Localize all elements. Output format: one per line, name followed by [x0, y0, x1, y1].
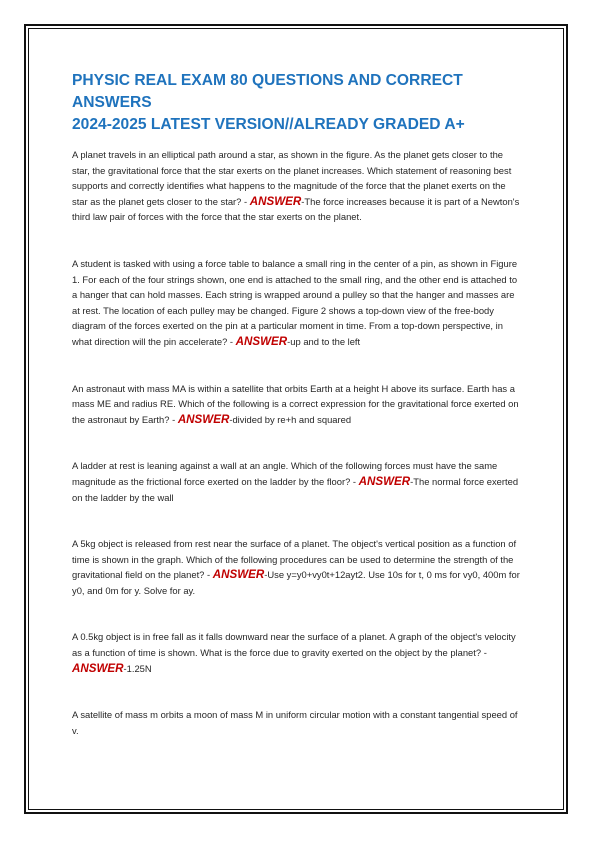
- document-title: [72, 70, 522, 136]
- answer-label: ANSWER: [235, 334, 288, 348]
- answer-text: -The normal force exerted on the ladder by the wall: [72, 475, 519, 503]
- answer-separator: -: [350, 475, 359, 487]
- question-text: A planet travels in an elliptical path around a star, as shown in the figure. As the planet gets closer to the star, the gravitational force that the star exerts on the planet increases. Which statement of reasoning best supports and correctly identifies what happens to the magnitude of the force that the planet exerts on the star as the planet gets closer to the star?: [72, 149, 512, 207]
- document-title-line-1: PHYSIC REAL EXAM 80 QUESTIONS AND CORRECT ANSWERS: [72, 72, 463, 111]
- answer-label: ANSWER: [249, 194, 302, 208]
- answer-text: -The force increases because it is part of a Newton's third law pair of forces with the force that the star exerts on the planet.: [72, 195, 520, 223]
- answer-label: ANSWER: [177, 412, 230, 426]
- qa-item-4: [72, 458, 522, 505]
- qa-item-6: [72, 629, 522, 676]
- question-text: A satellite of mass m orbits a moon of mass M in uniform circular motion with a constant tangential speed of v.: [72, 709, 518, 736]
- qa-item-5: [72, 536, 522, 598]
- answer-separator: -: [169, 413, 178, 425]
- answer-separator: -: [241, 195, 250, 207]
- answer-text: -divided by re+h and squared: [229, 413, 352, 425]
- question-text: An astronaut with mass MA is within a satellite that orbits Earth at a height H above its surface. Earth has a mass ME and radius RE. Which of the following is a correct expression for the gravitational force exerted on the astronaut by Earth?: [72, 382, 519, 425]
- answer-separator: -: [204, 569, 213, 581]
- answer-text: -1.25N: [123, 662, 152, 674]
- question-text: A 5kg object is released from rest near the surface of a planet. The object's vertical position as a function of time is shown in the graph. Which of the following procedures can be used to determine the strength of the gravitational field on the planet?: [72, 538, 517, 581]
- qa-item-2: [72, 256, 522, 350]
- answer-label: ANSWER: [72, 661, 124, 675]
- qa-item-7: [72, 707, 522, 738]
- answer-text: -Use y=y0+vy0t+12ayt2. Use 10s for t, 0 ms for vy0, 400m for y0, and 0m for y. Solve for ay.: [72, 569, 520, 596]
- answer-text: -up and to the left: [287, 335, 361, 347]
- question-text: A student is tasked with using a force table to balance a small ring in the center of a pin, as shown in Figure 1. For each of the four strings shown, one end is attached to the small ring, and the other end is attached to a hanger that can hold masses. Each string is wrapped around a pulley so that the hanger and masses are at rest. The location of each pulley may be changed. Figure 2 shows a top-down view of the free-body diagram of the forces exerted on the pin at a particular moment in time. From a top-down perspective, in what direction will the pin accelerate?: [72, 257, 518, 347]
- answer-label: ANSWER: [358, 474, 411, 488]
- qa-item-1: [72, 147, 522, 225]
- document-title-line-2: 2024-2025 LATEST VERSION//ALREADY GRADED A+: [72, 116, 465, 133]
- qa-item-3: [72, 381, 522, 428]
- answer-label: ANSWER: [212, 568, 265, 582]
- answer-separator: -: [227, 335, 236, 347]
- question-text: A 0.5kg object is in free fall as it falls downward near the surface of a planet. A graph of the object's velocity as a function of time is shown. What is the force due to gravity exerted on the object by the planet?: [72, 631, 516, 659]
- document-body: [72, 70, 522, 738]
- answer-separator: -: [481, 647, 487, 659]
- question-text: A ladder at rest is leaning against a wall at an angle. Which of the following forces must have the same magnitude as the frictional force exerted on the ladder by the floor?: [72, 460, 498, 487]
